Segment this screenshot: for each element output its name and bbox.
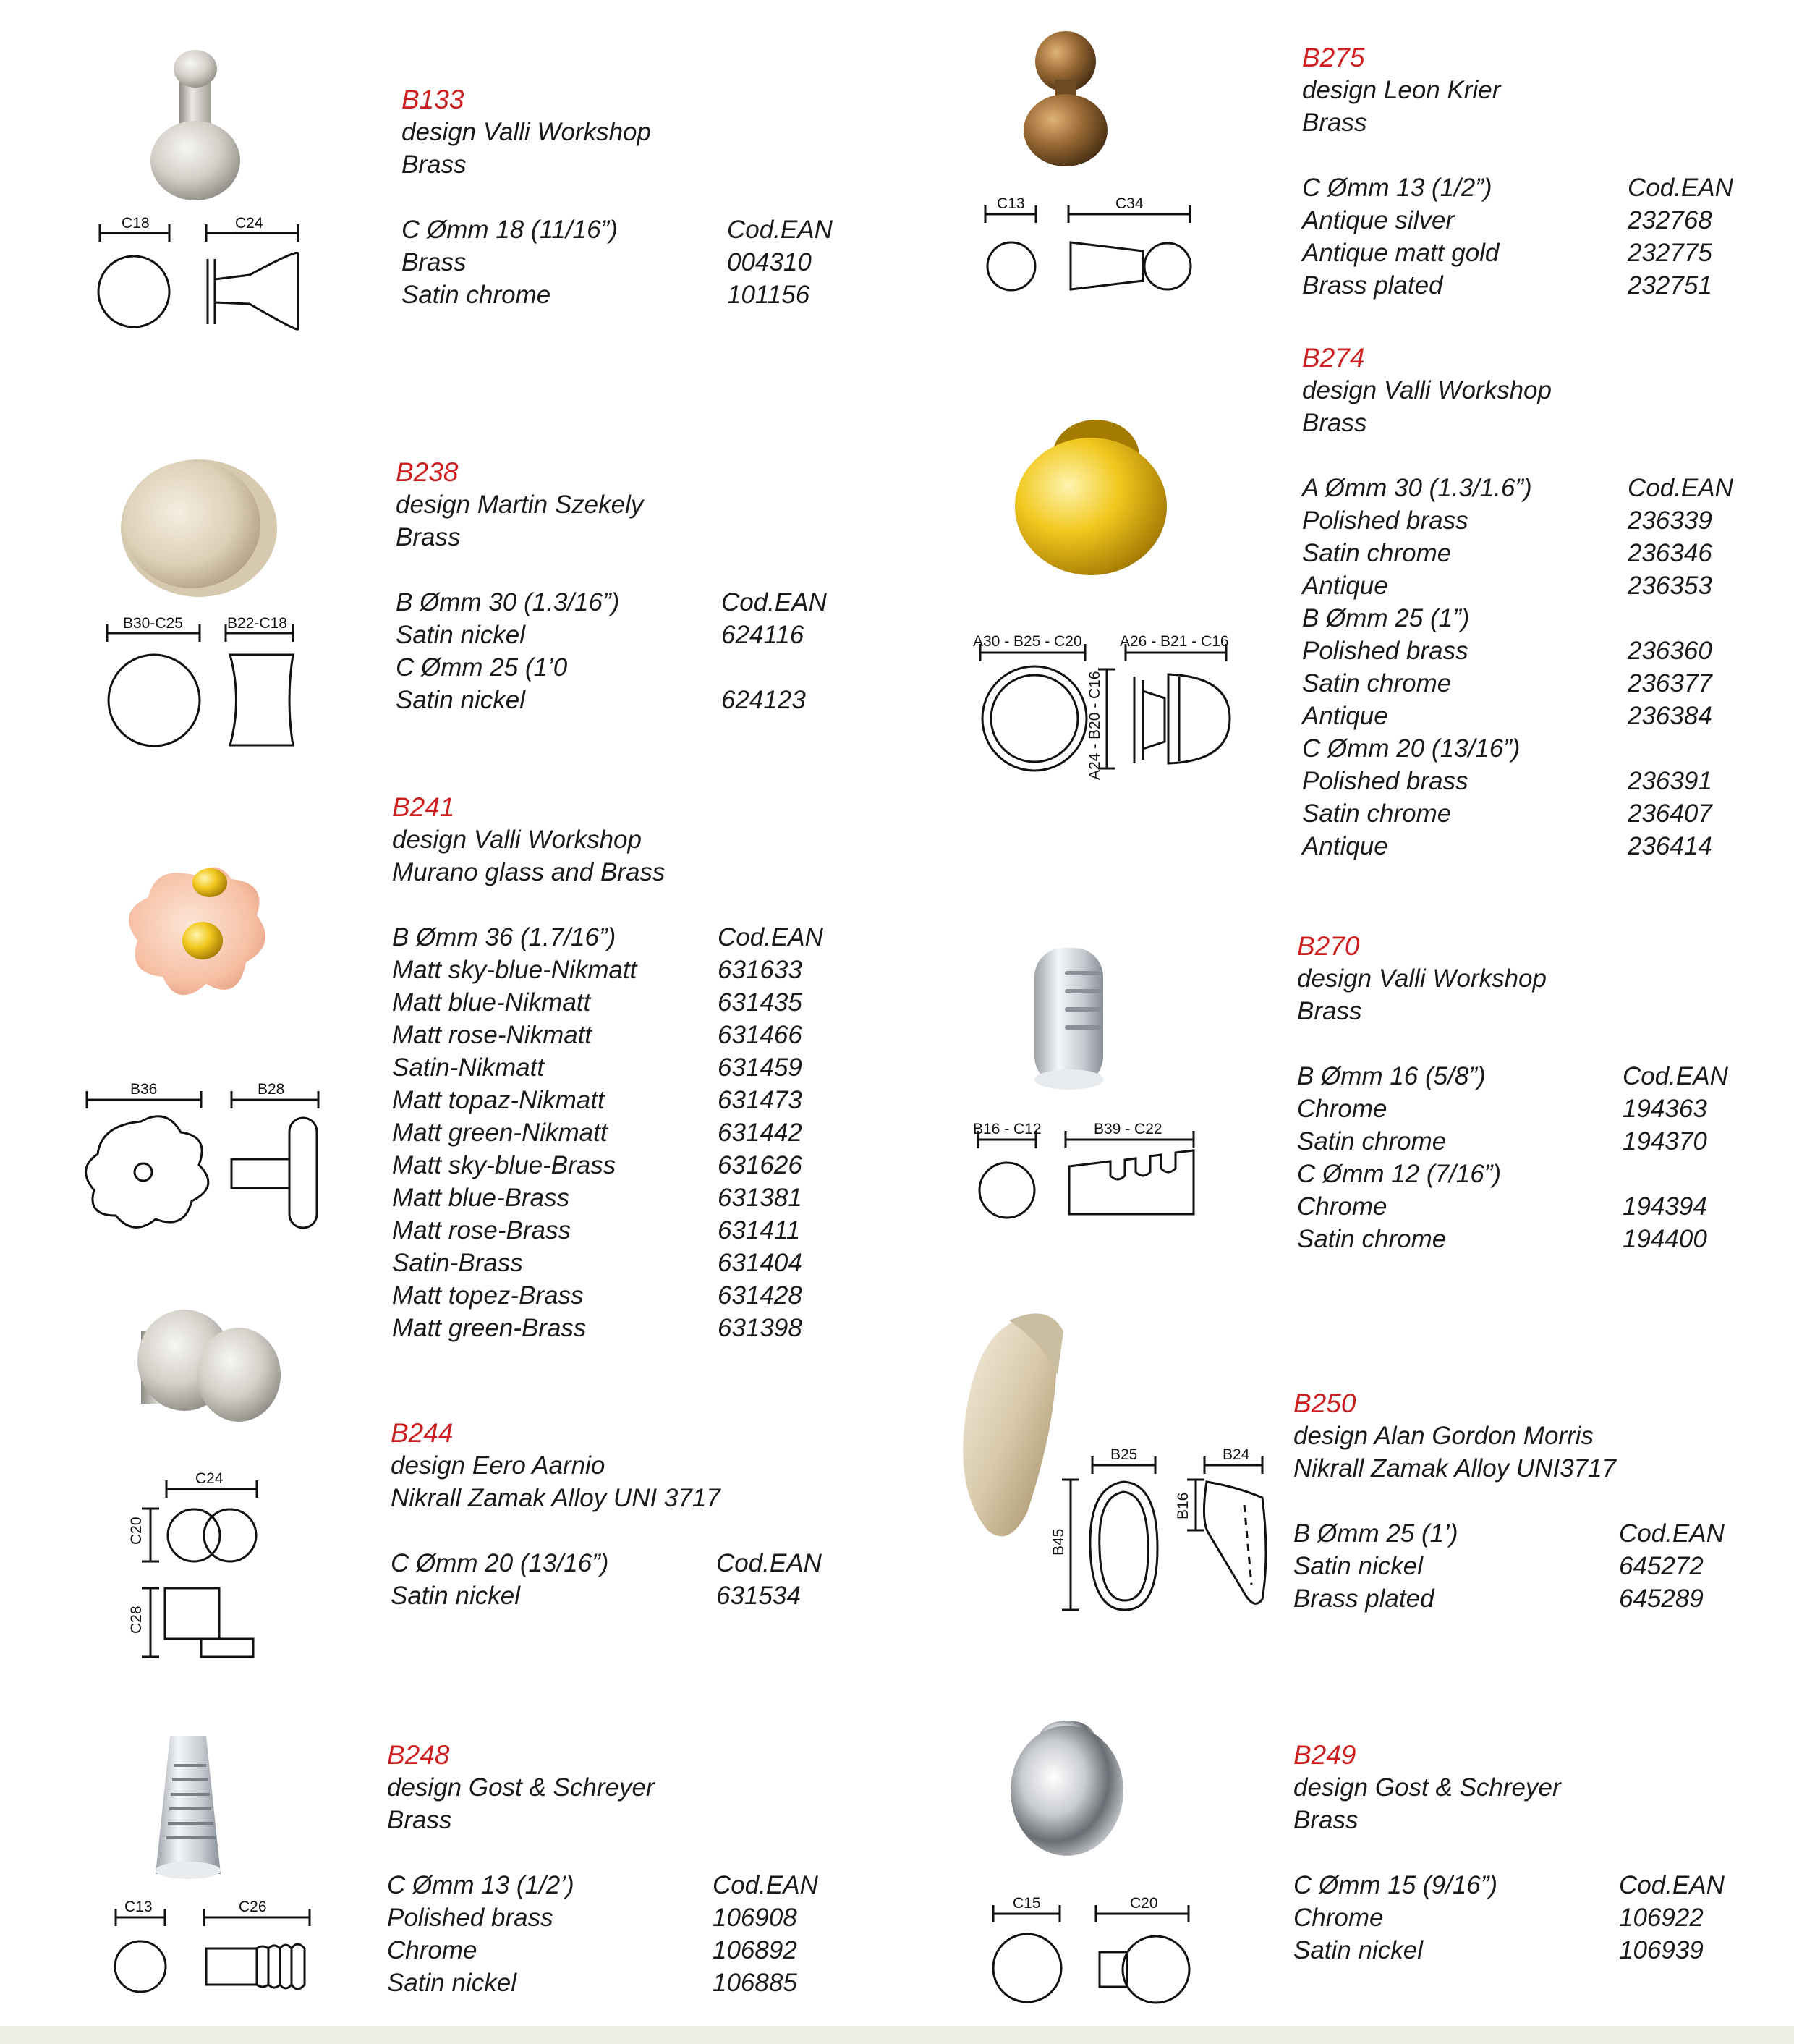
page-bottom-band xyxy=(0,2026,1794,2044)
dim-label: C20 xyxy=(1130,1895,1158,1912)
spec-row: Matt blue-Nikmatt 631435 xyxy=(392,988,802,1017)
spec-row: C Ømm 20 (13/16”) xyxy=(1302,734,1521,763)
spec-row: Matt green-Nikmatt 631442 xyxy=(392,1119,802,1147)
spec-row: Satin nickel 624123 xyxy=(396,686,806,714)
spec-row: Matt rose-Brass 631411 xyxy=(392,1216,801,1244)
product-code: B241 xyxy=(392,792,455,822)
spec-row: Matt blue-Brass 631381 xyxy=(392,1184,802,1212)
b274-photo xyxy=(1015,420,1167,575)
spec-row: Satin chrome 236407 xyxy=(1302,800,1712,828)
product-designer: design Leon Krier xyxy=(1302,76,1501,104)
spec-row: Satin chrome 101156 xyxy=(401,281,810,309)
product-designer: design Valli Workshop xyxy=(401,118,651,146)
spec-row: C Ømm 13 (1/2”) Cod.EAN xyxy=(1302,174,1733,202)
spec-row: B Ømm 25 (1”) xyxy=(1302,604,1470,632)
product-code: B248 xyxy=(387,1740,450,1770)
product-code: B244 xyxy=(391,1418,454,1448)
product-code: B250 xyxy=(1293,1388,1356,1418)
b274-drawing xyxy=(980,644,1230,771)
dim-label: A24 - B20 - C16 xyxy=(1087,671,1103,780)
spec-row: Antique matt gold 232775 xyxy=(1302,239,1712,267)
spec-row: Polished brass 236391 xyxy=(1302,767,1712,795)
spec-row: Antique 236414 xyxy=(1302,832,1712,860)
spec-row: Satin chrome 194400 xyxy=(1297,1225,1707,1253)
b238-drawing xyxy=(107,624,293,746)
b275-drawing xyxy=(985,205,1191,290)
spec-row: Satin chrome 194370 xyxy=(1297,1127,1707,1155)
dim-label: C26 xyxy=(239,1899,267,1915)
b133-photo xyxy=(150,50,240,200)
spec-row: B Ømm 36 (1.7/16”) Cod.EAN xyxy=(392,923,823,951)
dim-label: C28 xyxy=(128,1606,145,1634)
dim-label: A30 - B25 - C20 xyxy=(973,633,1082,650)
spec-row: Satin nickel 631534 xyxy=(391,1582,801,1610)
product-material: Brass xyxy=(1293,1806,1359,1834)
spec-row: C Ømm 20 (13/16”) Cod.EAN xyxy=(391,1549,822,1577)
dim-label: B22-C18 xyxy=(227,615,287,632)
product-material: Murano glass and Brass xyxy=(392,858,666,886)
spec-row: Matt green-Brass 631398 xyxy=(392,1314,802,1342)
spec-row: Satin nickel 645272 xyxy=(1293,1552,1704,1580)
spec-row: Antique 236353 xyxy=(1302,572,1712,600)
b238-photo xyxy=(121,459,277,597)
b249-drawing xyxy=(993,1905,1189,2003)
product-code: B249 xyxy=(1293,1740,1356,1770)
spec-row: C Ømm 15 (9/16”) Cod.EAN xyxy=(1293,1871,1725,1899)
b270-drawing xyxy=(978,1131,1194,1218)
b275-photo xyxy=(1024,31,1108,166)
dim-label: C13 xyxy=(997,195,1025,212)
product-code: B274 xyxy=(1302,343,1365,373)
spec-row: C Ømm 18 (11/16”) Cod.EAN xyxy=(401,216,833,244)
product-designer: design Eero Aarnio xyxy=(391,1451,605,1480)
spec-row: B Ømm 16 (5/8”) Cod.EAN xyxy=(1297,1062,1728,1090)
product-code: B133 xyxy=(401,85,464,114)
b249-photo xyxy=(1011,1721,1123,1856)
dim-label: B45 xyxy=(1050,1528,1067,1556)
spec-row: C Ømm 12 (7/16”) xyxy=(1297,1160,1501,1188)
spec-row: Antique silver 232768 xyxy=(1302,206,1712,234)
spec-row: Matt topaz-Nikmatt 631473 xyxy=(392,1086,802,1114)
dim-label: B16 xyxy=(1175,1492,1191,1519)
spec-row: C Ømm 13 (1/2’) Cod.EAN xyxy=(387,1871,818,1899)
product-designer: design Valli Workshop xyxy=(392,826,642,854)
product-material: Brass xyxy=(1297,997,1362,1025)
product-designer: design Gost & Schreyer xyxy=(1293,1773,1561,1802)
dim-label: A26 - B21 - C16 xyxy=(1120,633,1229,650)
dim-label: C18 xyxy=(122,215,150,232)
spec-row: Satin chrome 236377 xyxy=(1302,669,1712,697)
spec-row: Chrome 106922 xyxy=(1293,1904,1704,1932)
dim-label: B28 xyxy=(258,1081,285,1098)
spec-row: Satin nickel 624116 xyxy=(396,621,804,649)
dim-label: C20 xyxy=(128,1517,145,1545)
b248-photo xyxy=(156,1736,221,1879)
b250-drawing xyxy=(1062,1456,1266,1610)
spec-row: Antique 236384 xyxy=(1302,702,1712,730)
spec-row: Matt topez-Brass 631428 xyxy=(392,1281,802,1310)
b248-drawing xyxy=(115,1909,310,1992)
spec-row: Chrome 194363 xyxy=(1297,1095,1707,1123)
b250-photo xyxy=(963,1313,1063,1536)
dim-label: B25 xyxy=(1110,1446,1138,1463)
product-code: B275 xyxy=(1302,43,1365,72)
spec-row: Brass plated 232751 xyxy=(1302,271,1712,300)
product-material: Brass xyxy=(1302,409,1367,437)
spec-row: Satin nickel 106885 xyxy=(387,1969,797,1997)
product-code: B270 xyxy=(1297,931,1360,961)
dim-label: C24 xyxy=(235,215,263,232)
b244-photo xyxy=(137,1310,281,1422)
product-designer: design Valli Workshop xyxy=(1302,376,1552,404)
spec-row: A Ømm 30 (1.3/1.6”) Cod.EAN xyxy=(1302,474,1733,502)
spec-row: Matt sky-blue-Brass 631626 xyxy=(392,1151,802,1179)
spec-row: Satin-Nikmatt 631459 xyxy=(392,1053,802,1082)
product-material: Nikrall Zamak Alloy UNI 3717 xyxy=(391,1484,720,1512)
dim-label: C34 xyxy=(1115,195,1144,212)
product-designer: design Valli Workshop xyxy=(1297,964,1547,993)
dim-label: C24 xyxy=(195,1470,224,1487)
spec-row: Polished brass 236360 xyxy=(1302,637,1712,665)
spec-row: Satin nickel 106939 xyxy=(1293,1936,1704,1964)
product-code: B238 xyxy=(396,457,459,487)
product-material: Brass xyxy=(401,150,467,179)
spec-row: Chrome 106892 xyxy=(387,1936,797,1964)
b241-photo xyxy=(129,868,265,996)
dim-label: C15 xyxy=(1013,1895,1041,1912)
product-material: Brass xyxy=(1302,109,1367,137)
dim-label: B39 - C22 xyxy=(1094,1121,1162,1137)
dim-label: B36 xyxy=(130,1081,158,1098)
spec-row: C Ømm 25 (1’0 xyxy=(396,653,568,682)
spec-row: Matt sky-blue-Nikmatt 631633 xyxy=(392,956,802,984)
b241-drawing xyxy=(86,1091,318,1228)
spec-row: B Ømm 30 (1.3/16”) Cod.EAN xyxy=(396,588,827,616)
product-designer: design Gost & Schreyer xyxy=(387,1773,655,1802)
spec-row: Polished brass 106908 xyxy=(387,1904,797,1932)
spec-row: Brass 004310 xyxy=(401,248,812,276)
spec-row: Matt rose-Nikmatt 631466 xyxy=(392,1021,802,1049)
b244-drawing xyxy=(142,1480,257,1657)
dim-label: B30-C25 xyxy=(123,615,183,632)
dim-label: C13 xyxy=(124,1899,153,1915)
b270-photo xyxy=(1034,948,1104,1090)
spec-row: Brass plated 645289 xyxy=(1293,1585,1704,1613)
product-designer: design Alan Gordon Morris xyxy=(1293,1422,1594,1450)
spec-row: Chrome 194394 xyxy=(1297,1192,1707,1221)
product-material: Nikrall Zamak Alloy UNI3717 xyxy=(1293,1454,1617,1483)
b133-drawing xyxy=(98,224,298,329)
product-material: Brass xyxy=(387,1806,452,1834)
spec-row: Satin-Brass 631404 xyxy=(392,1249,802,1277)
spec-row: B Ømm 25 (1’) Cod.EAN xyxy=(1293,1519,1725,1548)
spec-row: Satin chrome 236346 xyxy=(1302,539,1712,567)
dim-label: B16 - C12 xyxy=(973,1121,1042,1137)
product-material: Brass xyxy=(396,523,461,551)
product-designer: design Martin Szekely xyxy=(396,491,644,519)
dim-label: B24 xyxy=(1223,1446,1250,1463)
spec-row: Polished brass 236339 xyxy=(1302,506,1712,535)
